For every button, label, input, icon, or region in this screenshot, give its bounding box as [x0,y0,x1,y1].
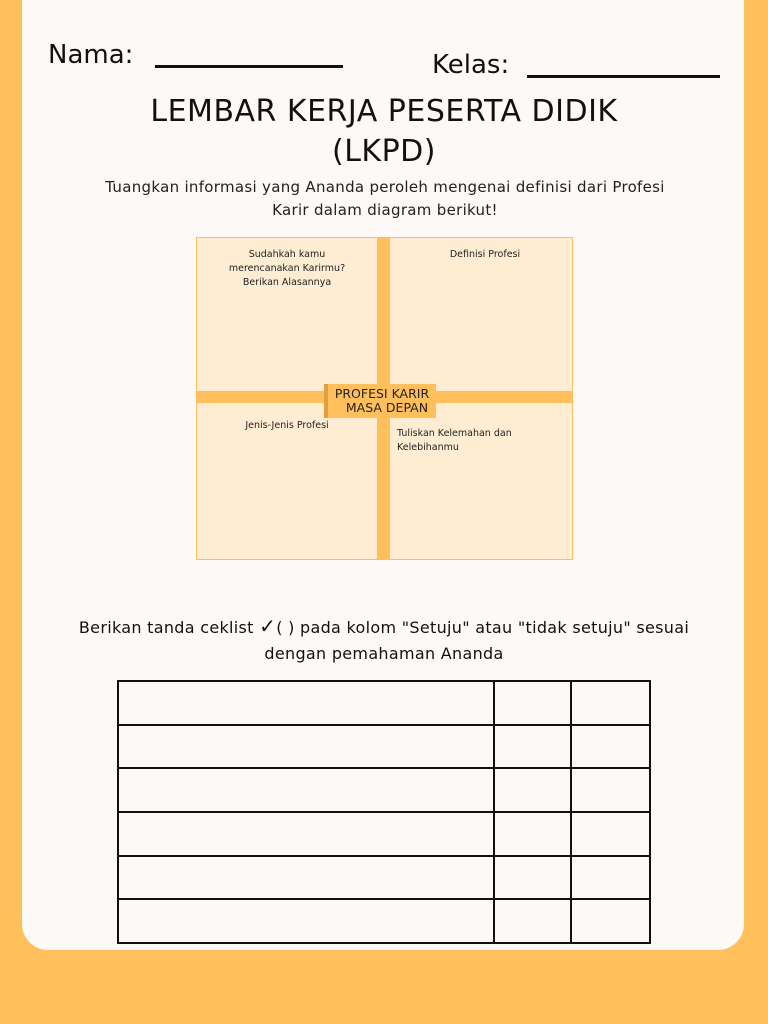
quadrant-bottom-right-line-1: Tuliskan Kelemahan dan [397,428,512,439]
statement-cell[interactable] [118,856,494,900]
table-row [118,856,650,900]
response-table [117,680,651,944]
quadrant-top-right-label: Definisi Profesi [449,249,521,260]
agree-cell[interactable] [494,899,572,943]
checkmark-icon: ✓ [259,614,277,638]
disagree-cell[interactable] [571,812,650,856]
statement-cell[interactable] [118,681,494,725]
checklist-text-part2: ( ) pada kolom "Setuju" atau "tidak setuju" sesuai [276,618,690,637]
checklist-instruction [0,613,768,667]
disagree-cell[interactable] [571,768,650,812]
class-field[interactable] [527,75,720,78]
statement-cell[interactable] [118,899,494,943]
quadrant-bottom-right-line-2: Kelebihanmu [397,442,459,453]
table-row [118,725,650,769]
checklist-text-part1: Berikan tanda ceklist [78,618,260,637]
center-line-1: PROFESI KARIR [334,386,430,401]
table-row [118,768,650,812]
statement-cell[interactable] [118,768,494,812]
quadrant-top-left-label [198,248,376,290]
page-subtitle: (LKPD) [332,134,436,169]
disagree-cell[interactable] [571,681,650,725]
checklist-instruction-line-2: dengan pemahaman Ananda [264,644,504,663]
quadrant-bottom-right[interactable] [389,401,573,560]
disagree-cell[interactable] [571,899,650,943]
diagram-center-label [324,384,436,418]
quadrant-bottom-right-label [397,427,567,455]
class-label: Kelas: [432,50,510,80]
name-label: Nama: [48,40,134,70]
agree-cell[interactable] [494,812,572,856]
statement-cell[interactable] [118,812,494,856]
quadrant-top-left-line-2: merencanakan Karirmu? [228,263,346,274]
agree-cell[interactable] [494,725,572,769]
disagree-cell[interactable] [571,856,650,900]
agree-cell[interactable] [494,768,572,812]
statement-cell[interactable] [118,725,494,769]
agree-cell[interactable] [494,681,572,725]
table-row [118,812,650,856]
quadrant-bottom-left-label: Jenis-Jenis Profesi [245,420,329,431]
table-row [118,899,650,943]
page-title: LEMBAR KERJA PESERTA DIDIK [150,94,618,129]
name-field[interactable] [155,65,343,68]
instruction-text [90,176,680,222]
quadrant-top-left-line-3: Berikan Alasannya [242,277,332,288]
instruction-line-1: Tuangkan informasi yang Ananda peroleh mengenai definisi dari Profesi [105,178,665,196]
checklist-instruction-line-1 [0,613,768,641]
disagree-cell[interactable] [571,725,650,769]
center-line-2: MASA DEPAN [345,400,429,415]
quadrant-top-left-line-1: Sudahkah kamu [248,249,326,260]
agree-cell[interactable] [494,856,572,900]
instruction-line-2: Karir dalam diagram berikut! [272,201,498,219]
table-row [118,681,650,725]
